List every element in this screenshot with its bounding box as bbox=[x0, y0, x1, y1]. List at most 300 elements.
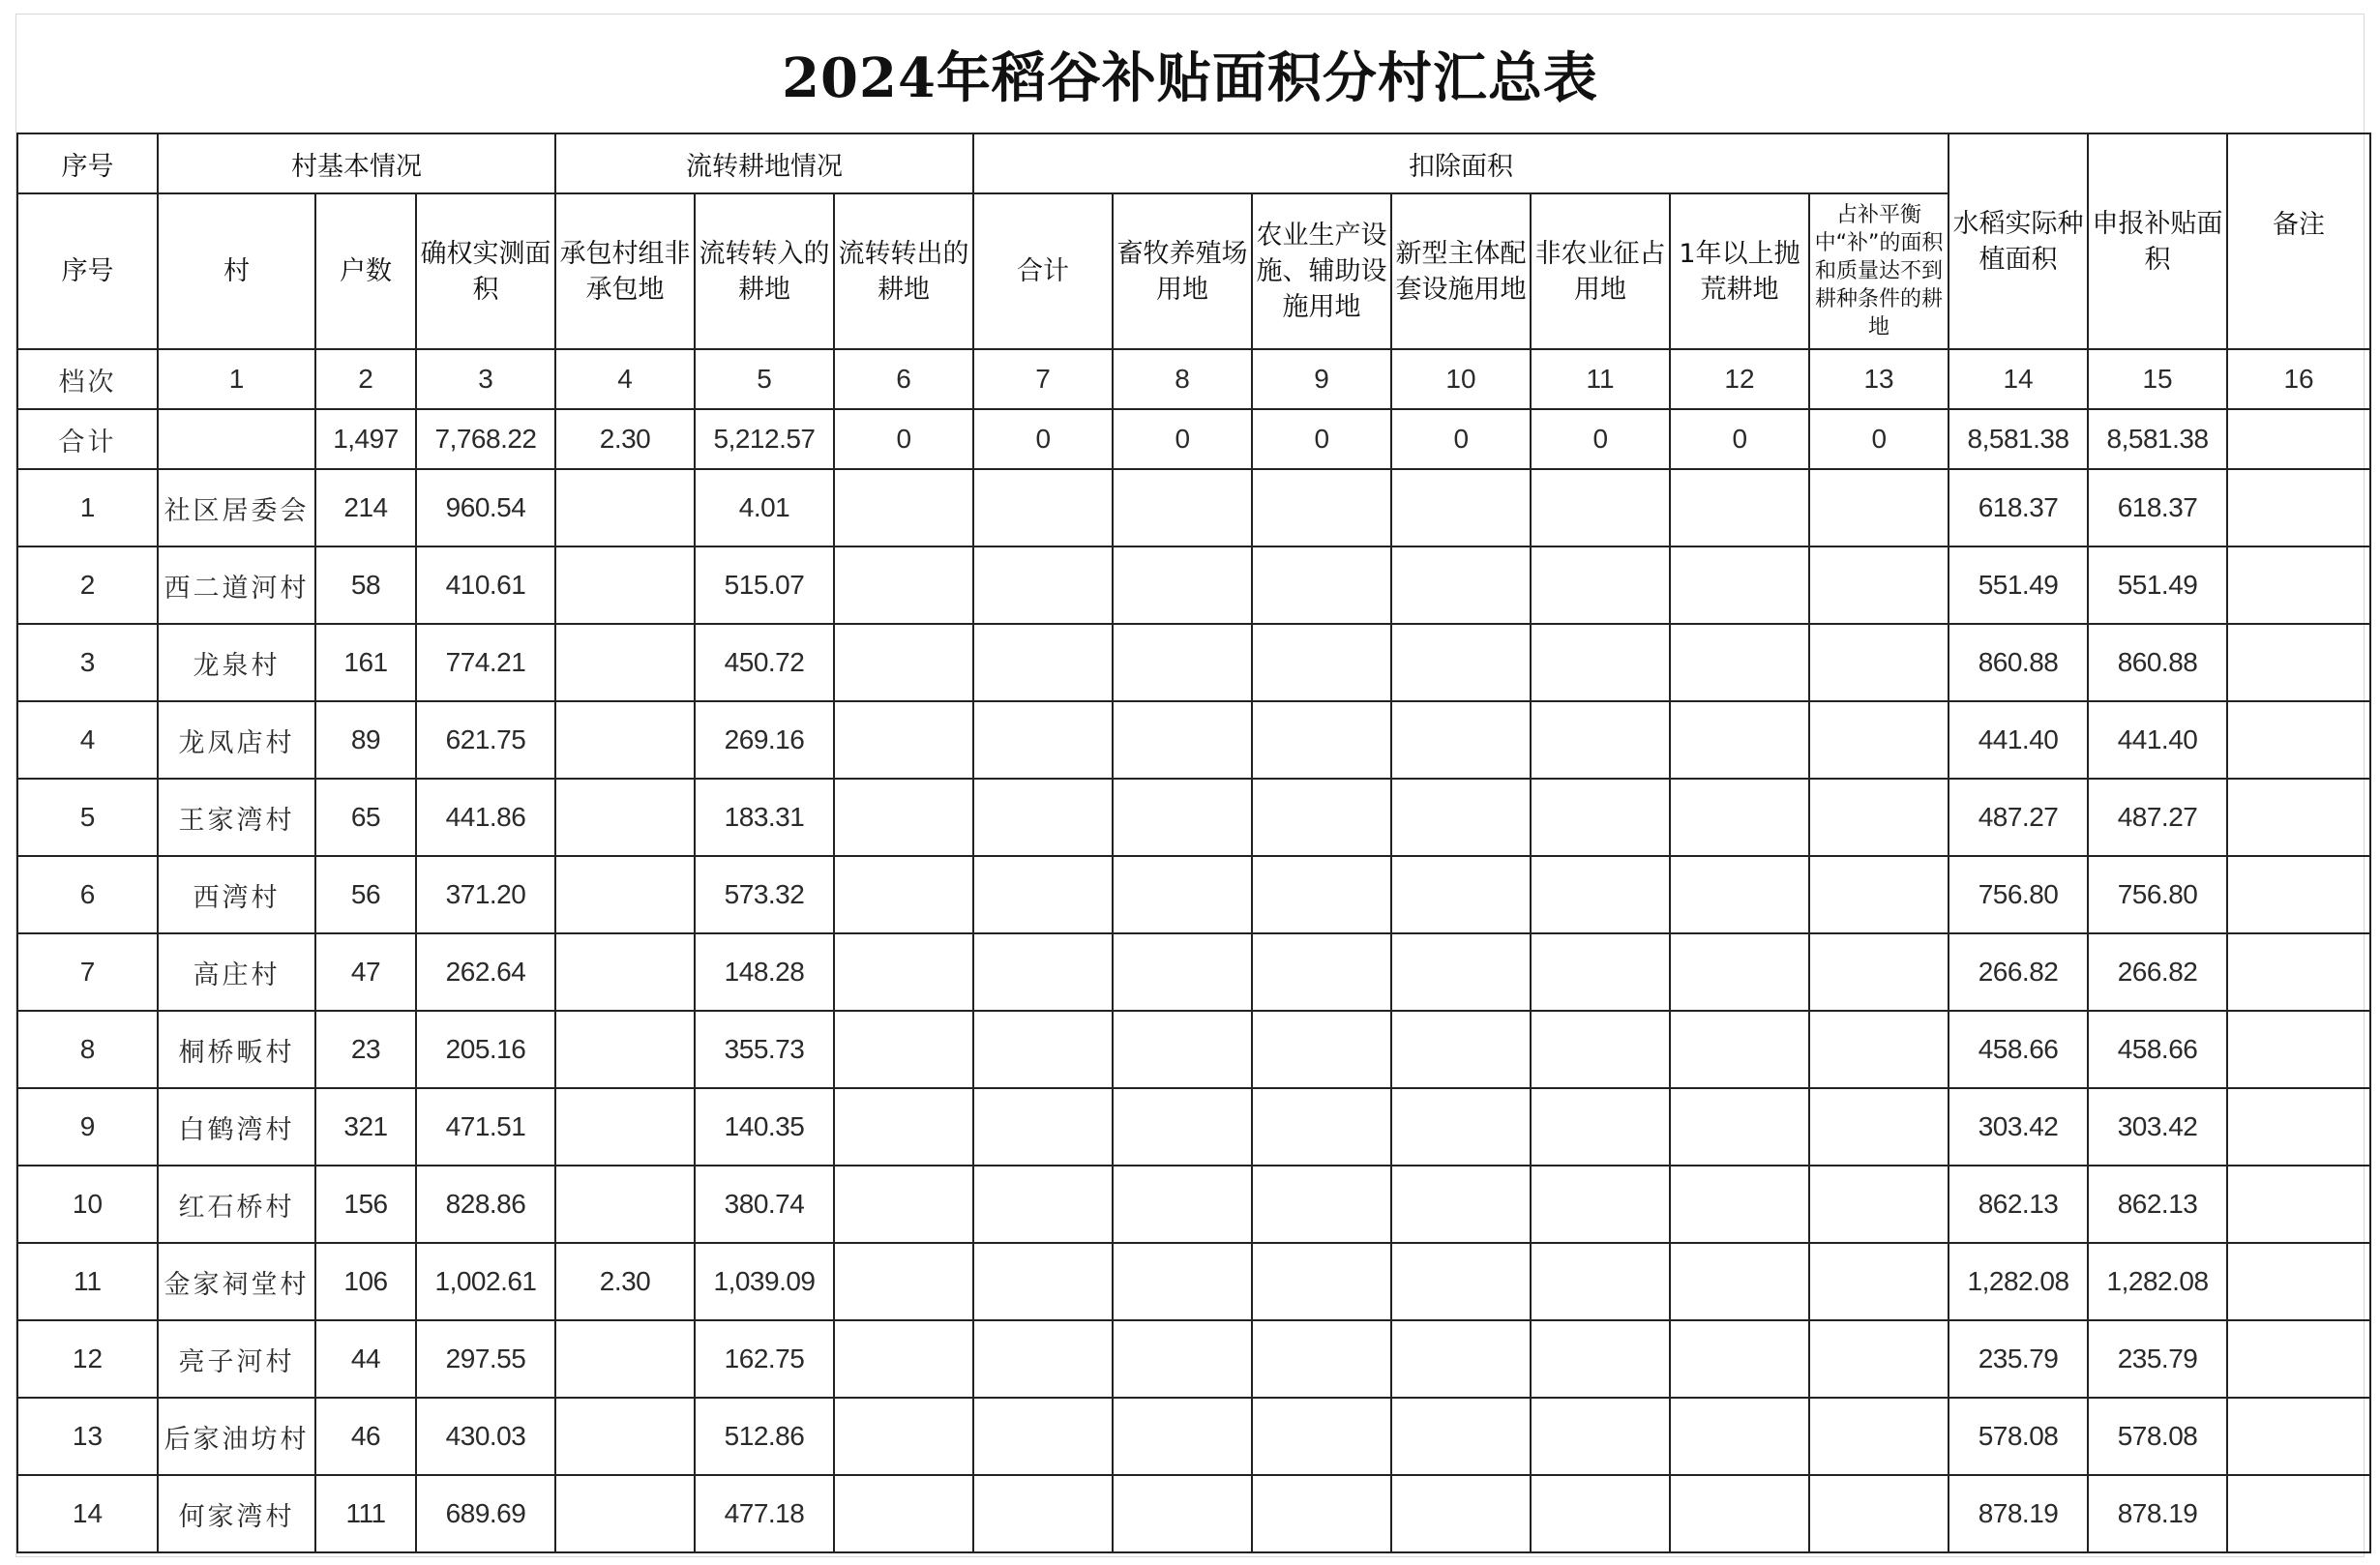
row-abandoned-land bbox=[1670, 1011, 1809, 1088]
row-new-entity-land bbox=[1391, 933, 1531, 1011]
row-remark bbox=[2227, 546, 2370, 624]
row-balance-land bbox=[1809, 1088, 1949, 1166]
row-transfer-out bbox=[834, 701, 973, 779]
row-confirmed-area: 471.51 bbox=[416, 1088, 555, 1166]
row-seq: 8 bbox=[17, 1011, 158, 1088]
col-transfer-out: 流转转出的耕地 bbox=[834, 193, 973, 349]
row-declared-area: 441.40 bbox=[2088, 701, 2227, 779]
row-transfer-in: 573.32 bbox=[695, 856, 834, 933]
row-households: 23 bbox=[315, 1011, 416, 1088]
row-nonagri-land bbox=[1531, 1398, 1670, 1475]
table-row bbox=[17, 1011, 2370, 1088]
row-rice-area: 235.79 bbox=[1949, 1320, 2088, 1398]
row-households: 44 bbox=[315, 1320, 416, 1398]
row-balance-land bbox=[1809, 1166, 1949, 1243]
row-village: 后家油坊村 bbox=[158, 1398, 315, 1475]
row-balance-land bbox=[1809, 1011, 1949, 1088]
row-confirmed-area: 430.03 bbox=[416, 1398, 555, 1475]
row-rice-area: 756.80 bbox=[1949, 856, 2088, 933]
row-livestock-land bbox=[1113, 779, 1252, 856]
row-agri-facility-land bbox=[1252, 1088, 1391, 1166]
row-nonagri-land bbox=[1531, 701, 1670, 779]
row-deduction-total bbox=[973, 1088, 1113, 1166]
index-cell: 11 bbox=[1531, 349, 1670, 409]
row-abandoned-land bbox=[1670, 1320, 1809, 1398]
row-transfer-in: 183.31 bbox=[695, 779, 834, 856]
row-village: 红石桥村 bbox=[158, 1166, 315, 1243]
row-transfer-out bbox=[834, 469, 973, 546]
row-households: 89 bbox=[315, 701, 416, 779]
row-contract-land bbox=[555, 933, 695, 1011]
row-deduction-total bbox=[973, 1398, 1113, 1475]
row-abandoned-land bbox=[1670, 469, 1809, 546]
row-transfer-in: 450.72 bbox=[695, 624, 834, 701]
row-households: 156 bbox=[315, 1166, 416, 1243]
total-cell: 8,581.38 bbox=[1949, 409, 2088, 469]
row-new-entity-land bbox=[1391, 1398, 1531, 1475]
row-contract-land bbox=[555, 1475, 695, 1552]
row-households: 65 bbox=[315, 779, 416, 856]
row-transfer-out bbox=[834, 1166, 973, 1243]
row-declared-area: 458.66 bbox=[2088, 1011, 2227, 1088]
col-confirmed-area: 确权实测面积 bbox=[416, 193, 555, 349]
row-village: 桐桥畈村 bbox=[158, 1011, 315, 1088]
row-livestock-land bbox=[1113, 469, 1252, 546]
row-village: 何家湾村 bbox=[158, 1475, 315, 1552]
row-contract-land bbox=[555, 856, 695, 933]
row-confirmed-area: 205.16 bbox=[416, 1011, 555, 1088]
row-abandoned-land bbox=[1670, 624, 1809, 701]
row-transfer-in: 380.74 bbox=[695, 1166, 834, 1243]
row-rice-area: 266.82 bbox=[1949, 933, 2088, 1011]
row-village: 社区居委会 bbox=[158, 469, 315, 546]
col-abandoned-land: 1年以上抛荒耕地 bbox=[1670, 193, 1809, 349]
row-remark bbox=[2227, 1475, 2370, 1552]
row-balance-land bbox=[1809, 856, 1949, 933]
row-rice-area: 303.42 bbox=[1949, 1088, 2088, 1166]
index-cell: 5 bbox=[695, 349, 834, 409]
page-title: 2024年稻谷补贴面积分村汇总表 bbox=[782, 46, 1598, 110]
row-seq: 2 bbox=[17, 546, 158, 624]
row-balance-land bbox=[1809, 1320, 1949, 1398]
total-cell: 0 bbox=[1391, 409, 1531, 469]
row-deduction-total bbox=[973, 779, 1113, 856]
row-declared-area: 860.88 bbox=[2088, 624, 2227, 701]
table-row bbox=[17, 1088, 2370, 1166]
row-balance-land bbox=[1809, 624, 1949, 701]
row-declared-area: 487.27 bbox=[2088, 779, 2227, 856]
row-livestock-land bbox=[1113, 1088, 1252, 1166]
total-cell: 1,497 bbox=[315, 409, 416, 469]
header-seq: 序号 bbox=[17, 133, 158, 193]
row-abandoned-land bbox=[1670, 779, 1809, 856]
row-households: 161 bbox=[315, 624, 416, 701]
row-confirmed-area: 297.55 bbox=[416, 1320, 555, 1398]
header-declared-area: 申报补贴面积 bbox=[2088, 133, 2227, 349]
row-livestock-land bbox=[1113, 546, 1252, 624]
row-new-entity-land bbox=[1391, 779, 1531, 856]
row-new-entity-land bbox=[1391, 856, 1531, 933]
index-cell: 1 bbox=[158, 349, 315, 409]
row-households: 56 bbox=[315, 856, 416, 933]
row-seq: 4 bbox=[17, 701, 158, 779]
row-deduction-total bbox=[973, 933, 1113, 1011]
row-remark bbox=[2227, 1011, 2370, 1088]
row-seq: 6 bbox=[17, 856, 158, 933]
row-abandoned-land bbox=[1670, 1166, 1809, 1243]
row-declared-area: 756.80 bbox=[2088, 856, 2227, 933]
village-rows bbox=[17, 469, 2370, 1552]
row-livestock-land bbox=[1113, 933, 1252, 1011]
row-seq: 3 bbox=[17, 624, 158, 701]
row-remark bbox=[2227, 1398, 2370, 1475]
row-remark bbox=[2227, 469, 2370, 546]
table-row bbox=[17, 701, 2370, 779]
table-row bbox=[17, 624, 2370, 701]
row-agri-facility-land bbox=[1252, 1011, 1391, 1088]
row-village: 白鹤湾村 bbox=[158, 1088, 315, 1166]
total-cell: 0 bbox=[834, 409, 973, 469]
index-cell: 7 bbox=[973, 349, 1113, 409]
row-new-entity-land bbox=[1391, 624, 1531, 701]
spreadsheet-page bbox=[15, 14, 2365, 1557]
row-transfer-out bbox=[834, 1320, 973, 1398]
row-confirmed-area: 262.64 bbox=[416, 933, 555, 1011]
row-rice-area: 878.19 bbox=[1949, 1475, 2088, 1552]
row-contract-land bbox=[555, 1166, 695, 1243]
col-village: 村 bbox=[158, 193, 315, 349]
row-seq: 11 bbox=[17, 1243, 158, 1320]
index-cell: 10 bbox=[1391, 349, 1531, 409]
row-new-entity-land bbox=[1391, 1243, 1531, 1320]
total-cell: 5,212.57 bbox=[695, 409, 834, 469]
header-rice-area: 水稻实际种植面积 bbox=[1949, 133, 2088, 349]
col-livestock-land: 畜牧养殖场用地 bbox=[1113, 193, 1252, 349]
row-village: 高庄村 bbox=[158, 933, 315, 1011]
row-nonagri-land bbox=[1531, 1320, 1670, 1398]
row-contract-land bbox=[555, 469, 695, 546]
row-seq: 12 bbox=[17, 1320, 158, 1398]
col-agri-facility-land: 农业生产设施、辅助设施用地 bbox=[1252, 193, 1391, 349]
total-row bbox=[17, 409, 2370, 469]
row-declared-area: 551.49 bbox=[2088, 546, 2227, 624]
row-transfer-out bbox=[834, 1398, 973, 1475]
col-new-entity-land: 新型主体配套设施用地 bbox=[1391, 193, 1531, 349]
row-livestock-land bbox=[1113, 624, 1252, 701]
row-rice-area: 1,282.08 bbox=[1949, 1243, 2088, 1320]
row-agri-facility-land bbox=[1252, 1243, 1391, 1320]
table-row bbox=[17, 546, 2370, 624]
row-remark bbox=[2227, 1166, 2370, 1243]
row-new-entity-land bbox=[1391, 469, 1531, 546]
row-remark bbox=[2227, 1320, 2370, 1398]
row-transfer-in: 515.07 bbox=[695, 546, 834, 624]
row-village: 金家祠堂村 bbox=[158, 1243, 315, 1320]
table-row bbox=[17, 1475, 2370, 1552]
row-deduction-total bbox=[973, 546, 1113, 624]
row-declared-area: 1,282.08 bbox=[2088, 1243, 2227, 1320]
row-households: 106 bbox=[315, 1243, 416, 1320]
row-balance-land bbox=[1809, 933, 1949, 1011]
row-transfer-in: 512.86 bbox=[695, 1398, 834, 1475]
row-transfer-in: 4.01 bbox=[695, 469, 834, 546]
subsidy-summary-table bbox=[16, 133, 2371, 1553]
index-cell: 4 bbox=[555, 349, 695, 409]
row-agri-facility-land bbox=[1252, 856, 1391, 933]
row-livestock-land bbox=[1113, 1243, 1252, 1320]
row-transfer-out bbox=[834, 1243, 973, 1320]
row-rice-area: 860.88 bbox=[1949, 624, 2088, 701]
total-cell bbox=[158, 409, 315, 469]
row-new-entity-land bbox=[1391, 1475, 1531, 1552]
table-row bbox=[17, 1398, 2370, 1475]
row-deduction-total bbox=[973, 1166, 1113, 1243]
row-nonagri-land bbox=[1531, 1166, 1670, 1243]
row-deduction-total bbox=[973, 1243, 1113, 1320]
row-abandoned-land bbox=[1670, 701, 1809, 779]
index-cell: 9 bbox=[1252, 349, 1391, 409]
col-households: 户数 bbox=[315, 193, 416, 349]
row-transfer-in: 140.35 bbox=[695, 1088, 834, 1166]
row-contract-land bbox=[555, 1088, 695, 1166]
header-group-row bbox=[17, 133, 2370, 193]
row-village: 王家湾村 bbox=[158, 779, 315, 856]
col-deduction-total: 合计 bbox=[973, 193, 1113, 349]
row-transfer-in: 477.18 bbox=[695, 1475, 834, 1552]
row-remark bbox=[2227, 856, 2370, 933]
row-seq: 13 bbox=[17, 1398, 158, 1475]
row-transfer-in: 148.28 bbox=[695, 933, 834, 1011]
row-transfer-out bbox=[834, 779, 973, 856]
row-declared-area: 578.08 bbox=[2088, 1398, 2227, 1475]
index-cell: 15 bbox=[2088, 349, 2227, 409]
row-transfer-out bbox=[834, 1088, 973, 1166]
row-village: 西湾村 bbox=[158, 856, 315, 933]
row-agri-facility-land bbox=[1252, 701, 1391, 779]
row-contract-land bbox=[555, 546, 695, 624]
row-abandoned-land bbox=[1670, 1475, 1809, 1552]
row-balance-land bbox=[1809, 1243, 1949, 1320]
row-agri-facility-land bbox=[1252, 469, 1391, 546]
row-remark bbox=[2227, 1088, 2370, 1166]
row-confirmed-area: 621.75 bbox=[416, 701, 555, 779]
row-households: 46 bbox=[315, 1398, 416, 1475]
row-declared-area: 303.42 bbox=[2088, 1088, 2227, 1166]
row-balance-land bbox=[1809, 701, 1949, 779]
row-contract-land: 2.30 bbox=[555, 1243, 695, 1320]
table-row bbox=[17, 856, 2370, 933]
row-seq: 9 bbox=[17, 1088, 158, 1166]
row-transfer-out bbox=[834, 546, 973, 624]
row-agri-facility-land bbox=[1252, 933, 1391, 1011]
total-cell: 2.30 bbox=[555, 409, 695, 469]
row-deduction-total bbox=[973, 1320, 1113, 1398]
row-nonagri-land bbox=[1531, 1243, 1670, 1320]
row-remark bbox=[2227, 933, 2370, 1011]
index-cell: 2 bbox=[315, 349, 416, 409]
row-deduction-total bbox=[973, 1475, 1113, 1552]
row-livestock-land bbox=[1113, 1398, 1252, 1475]
row-households: 111 bbox=[315, 1475, 416, 1552]
row-households: 47 bbox=[315, 933, 416, 1011]
row-confirmed-area: 828.86 bbox=[416, 1166, 555, 1243]
row-livestock-land bbox=[1113, 1166, 1252, 1243]
row-balance-land bbox=[1809, 1398, 1949, 1475]
col-nonagri-land: 非农业征占用地 bbox=[1531, 193, 1670, 349]
row-rice-area: 862.13 bbox=[1949, 1166, 2088, 1243]
total-label: 合计 bbox=[17, 409, 158, 469]
header-deduction: 扣除面积 bbox=[973, 133, 1949, 193]
index-row bbox=[17, 349, 2370, 409]
row-transfer-out bbox=[834, 933, 973, 1011]
table-row bbox=[17, 933, 2370, 1011]
table-row bbox=[17, 1243, 2370, 1320]
total-cell: 0 bbox=[1113, 409, 1252, 469]
index-cell: 16 bbox=[2227, 349, 2370, 409]
total-cell: 0 bbox=[1252, 409, 1391, 469]
row-new-entity-land bbox=[1391, 1320, 1531, 1398]
row-seq: 14 bbox=[17, 1475, 158, 1552]
row-contract-land bbox=[555, 624, 695, 701]
row-households: 58 bbox=[315, 546, 416, 624]
col-transfer-in: 流转转入的耕地 bbox=[695, 193, 834, 349]
row-nonagri-land bbox=[1531, 933, 1670, 1011]
row-declared-area: 862.13 bbox=[2088, 1166, 2227, 1243]
row-remark bbox=[2227, 624, 2370, 701]
row-contract-land bbox=[555, 701, 695, 779]
row-confirmed-area: 1,002.61 bbox=[416, 1243, 555, 1320]
row-confirmed-area: 689.69 bbox=[416, 1475, 555, 1552]
row-village: 亮子河村 bbox=[158, 1320, 315, 1398]
row-deduction-total bbox=[973, 701, 1113, 779]
total-cell: 0 bbox=[1809, 409, 1949, 469]
row-agri-facility-land bbox=[1252, 546, 1391, 624]
row-declared-area: 235.79 bbox=[2088, 1320, 2227, 1398]
row-transfer-out bbox=[834, 1011, 973, 1088]
index-cell: 14 bbox=[1949, 349, 2088, 409]
row-nonagri-land bbox=[1531, 856, 1670, 933]
table-row bbox=[17, 1166, 2370, 1243]
row-rice-area: 578.08 bbox=[1949, 1398, 2088, 1475]
row-transfer-in: 1,039.09 bbox=[695, 1243, 834, 1320]
row-nonagri-land bbox=[1531, 1475, 1670, 1552]
row-nonagri-land bbox=[1531, 1011, 1670, 1088]
row-abandoned-land bbox=[1670, 546, 1809, 624]
row-new-entity-land bbox=[1391, 701, 1531, 779]
row-transfer-out bbox=[834, 856, 973, 933]
row-abandoned-land bbox=[1670, 1088, 1809, 1166]
row-seq: 10 bbox=[17, 1166, 158, 1243]
row-new-entity-land bbox=[1391, 1011, 1531, 1088]
row-seq: 1 bbox=[17, 469, 158, 546]
row-nonagri-land bbox=[1531, 779, 1670, 856]
row-contract-land bbox=[555, 779, 695, 856]
row-village: 龙泉村 bbox=[158, 624, 315, 701]
row-abandoned-land bbox=[1670, 933, 1809, 1011]
index-cell: 13 bbox=[1809, 349, 1949, 409]
header-village-basic: 村基本情况 bbox=[158, 133, 555, 193]
row-rice-area: 618.37 bbox=[1949, 469, 2088, 546]
row-nonagri-land bbox=[1531, 1088, 1670, 1166]
row-livestock-land bbox=[1113, 701, 1252, 779]
row-confirmed-area: 774.21 bbox=[416, 624, 555, 701]
row-abandoned-land bbox=[1670, 1398, 1809, 1475]
row-confirmed-area: 410.61 bbox=[416, 546, 555, 624]
row-rice-area: 441.40 bbox=[1949, 701, 2088, 779]
row-livestock-land bbox=[1113, 1320, 1252, 1398]
row-remark bbox=[2227, 779, 2370, 856]
row-balance-land bbox=[1809, 469, 1949, 546]
total-cell: 8,581.38 bbox=[2088, 409, 2227, 469]
row-livestock-land bbox=[1113, 856, 1252, 933]
row-livestock-land bbox=[1113, 1475, 1252, 1552]
row-agri-facility-land bbox=[1252, 1320, 1391, 1398]
row-nonagri-land bbox=[1531, 469, 1670, 546]
row-rice-area: 458.66 bbox=[1949, 1011, 2088, 1088]
table-row bbox=[17, 779, 2370, 856]
total-cell: 0 bbox=[973, 409, 1113, 469]
row-nonagri-land bbox=[1531, 624, 1670, 701]
table-row bbox=[17, 469, 2370, 546]
row-balance-land bbox=[1809, 1475, 1949, 1552]
row-transfer-out bbox=[834, 624, 973, 701]
total-cell: 7,768.22 bbox=[416, 409, 555, 469]
row-seq: 5 bbox=[17, 779, 158, 856]
row-agri-facility-land bbox=[1252, 1166, 1391, 1243]
table-row bbox=[17, 1320, 2370, 1398]
header-remark: 备注 bbox=[2227, 133, 2370, 349]
row-households: 214 bbox=[315, 469, 416, 546]
row-remark bbox=[2227, 1243, 2370, 1320]
row-contract-land bbox=[555, 1320, 695, 1398]
row-abandoned-land bbox=[1670, 856, 1809, 933]
row-declared-area: 618.37 bbox=[2088, 469, 2227, 546]
row-agri-facility-land bbox=[1252, 1398, 1391, 1475]
col-seq: 序号 bbox=[17, 193, 158, 349]
row-agri-facility-land bbox=[1252, 779, 1391, 856]
row-transfer-out bbox=[834, 1475, 973, 1552]
row-confirmed-area: 441.86 bbox=[416, 779, 555, 856]
row-rice-area: 551.49 bbox=[1949, 546, 2088, 624]
row-rice-area: 487.27 bbox=[1949, 779, 2088, 856]
row-livestock-land bbox=[1113, 1011, 1252, 1088]
row-contract-land bbox=[555, 1398, 695, 1475]
row-village: 龙凤店村 bbox=[158, 701, 315, 779]
row-remark bbox=[2227, 701, 2370, 779]
row-new-entity-land bbox=[1391, 1166, 1531, 1243]
row-deduction-total bbox=[973, 1011, 1113, 1088]
total-cell: 0 bbox=[1531, 409, 1670, 469]
row-transfer-in: 355.73 bbox=[695, 1011, 834, 1088]
total-cell: 0 bbox=[1670, 409, 1809, 469]
row-confirmed-area: 371.20 bbox=[416, 856, 555, 933]
index-cell: 6 bbox=[834, 349, 973, 409]
row-declared-area: 878.19 bbox=[2088, 1475, 2227, 1552]
row-balance-land bbox=[1809, 546, 1949, 624]
index-cell: 3 bbox=[416, 349, 555, 409]
row-nonagri-land bbox=[1531, 546, 1670, 624]
col-contract-land: 承包村组非承包地 bbox=[555, 193, 695, 349]
row-deduction-total bbox=[973, 469, 1113, 546]
row-seq: 7 bbox=[17, 933, 158, 1011]
index-label: 档次 bbox=[17, 349, 158, 409]
row-village: 西二道河村 bbox=[158, 546, 315, 624]
index-cell: 12 bbox=[1670, 349, 1809, 409]
row-declared-area: 266.82 bbox=[2088, 933, 2227, 1011]
row-transfer-in: 162.75 bbox=[695, 1320, 834, 1398]
row-transfer-in: 269.16 bbox=[695, 701, 834, 779]
header-transfer: 流转耕地情况 bbox=[555, 133, 973, 193]
